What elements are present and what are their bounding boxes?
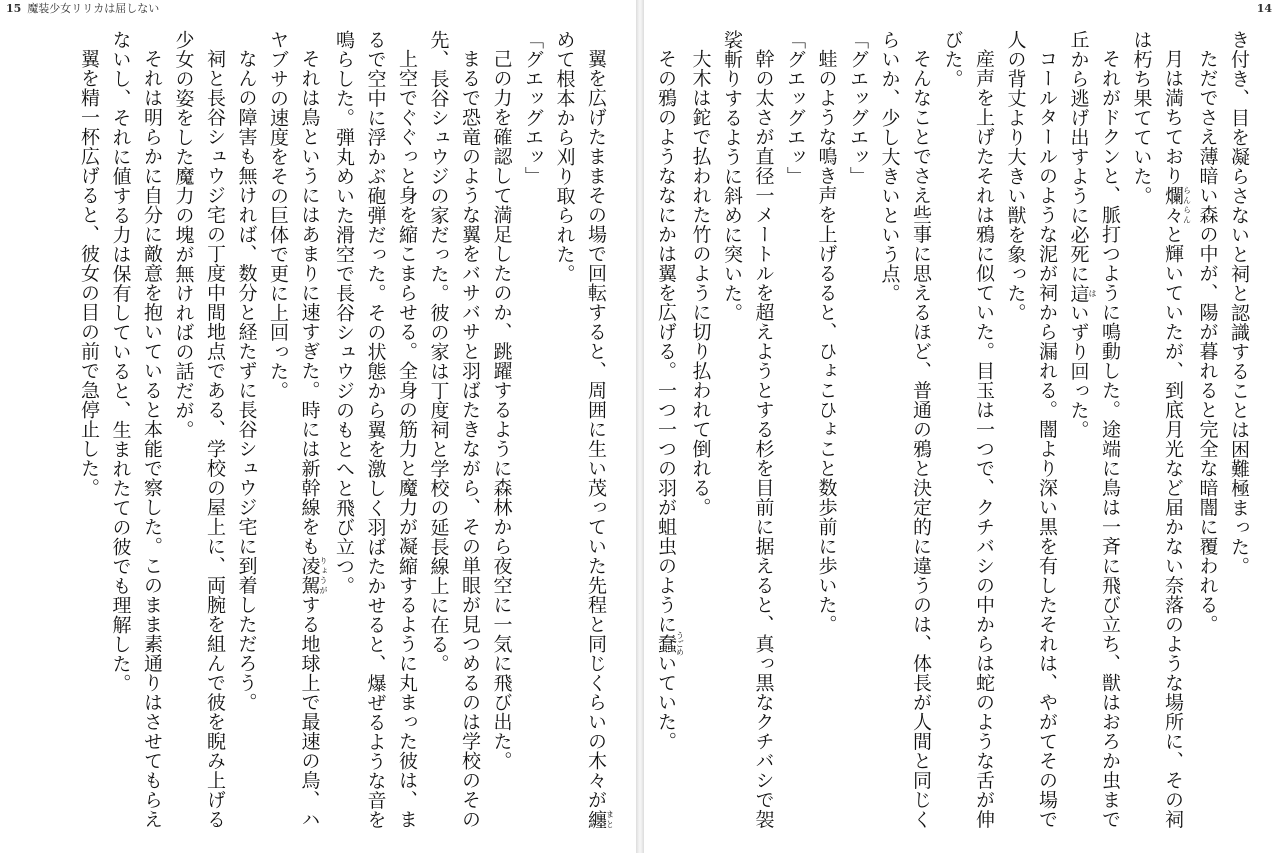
paragraph-text: コールタールのような泥が祠から漏れる。闇より深い黒を有したそれは、やがてその場で人の背丈より大きい獣を象った。: [1004, 30, 1058, 829]
ruby-reading: らんらん: [1182, 185, 1192, 225]
paragraph-text: そんなことでさえ些事に思えるほど、普通の鴉と決定的に違うのは、体長が人間と同じくらいか、少し大きいという点。: [878, 30, 932, 829]
ruby-annotation: [1162, 185, 1192, 225]
page-gutter: [636, 0, 644, 853]
paragraph: [999, 30, 1062, 845]
paragraph: [230, 30, 262, 845]
ruby-annotation: [655, 631, 685, 657]
paragraph: [684, 30, 716, 845]
ruby-reading: りょうが: [319, 556, 328, 595]
paragraph: [1223, 30, 1255, 845]
ruby-reading: まと: [605, 809, 614, 829]
paragraph: [167, 30, 230, 845]
paragraph-text: き付き、目を凝らさないと祠と認識することは困難極まった。: [1228, 30, 1250, 576]
right-page-body: [648, 30, 1254, 845]
paragraph-text: 蛙のような鳴き声を上げるると、ひょこひょこと数歩前に歩いた。: [815, 49, 838, 634]
paragraph-text: する地球上で最速の鳥、ハヤブサの速度をその巨体で更に上回った。: [267, 30, 321, 829]
paragraph-text: と輝いていたが、到底月光など届かない奈落のような場所に、その祠は朽ち果てていた。: [1130, 30, 1184, 829]
paragraph-text: 大木は鉈で払われた竹のように切り払われて倒れる。: [689, 49, 712, 517]
paragraph: [842, 30, 874, 845]
paragraph-text: 月は満ちており: [1162, 49, 1184, 186]
paragraph: [873, 30, 936, 845]
ruby-reading: うごめ: [675, 631, 685, 657]
ruby-base: 凌駕: [298, 556, 321, 595]
paragraph-text: 祠と長谷シュウジ宅の丁度中間地点である、学校の屋上に、両腕を組んで彼を睨み上げる少女の姿をした魔力の塊が無ければの話だが。: [172, 30, 226, 829]
paragraph-text: まるで恐竜のような翼をバサバサと羽ばたきながら、その単眼が見つめるのは学校のその先、長谷シュウジの家だった。彼の家は丁度祠と学校の延長線上に在る。: [427, 30, 481, 829]
ruby-reading: は: [1088, 283, 1097, 303]
left-page-body: [4, 30, 614, 845]
paragraph-text: めて根本から刈り取られた。: [553, 30, 576, 284]
paragraph: [548, 30, 614, 845]
paragraph-text: 翼を精一杯広げると、彼女の目の前で急停止した。: [78, 49, 100, 498]
paragraph-text: 産声を上げたそれは鴉に似ていた。目玉は一つで、クチバシの中からは蛇のような舌が伸びた。: [941, 30, 995, 829]
paragraph-text: いずり回った。: [1067, 303, 1090, 440]
paragraph: [650, 30, 685, 845]
paragraph: [517, 30, 549, 845]
ruby-annotation: [298, 556, 328, 595]
paragraph-text: 「グエッグエッ」: [784, 30, 806, 186]
right-page-number: 14: [1256, 2, 1272, 15]
paragraph-text: ただでさえ薄暗い森の中が、陽が暮れると完全な暗闇に覆われる。: [1196, 49, 1219, 634]
paragraph-text: それは鳥というにはあまりに速すぎた。時には新幹線をも: [298, 49, 321, 556]
left-page: [0, 0, 636, 853]
ruby-base: 蠢: [655, 631, 677, 657]
paragraph: [1062, 30, 1125, 845]
ruby-annotation: [585, 809, 614, 830]
ruby-base: 纏: [585, 809, 607, 829]
ruby-base: 爛々: [1162, 185, 1184, 225]
paragraph: [1191, 30, 1223, 845]
paragraph: [716, 30, 779, 845]
paragraph-text: いていた。: [655, 653, 677, 751]
paragraph: [422, 30, 485, 845]
paragraph: [104, 30, 167, 845]
paragraph: [1125, 30, 1191, 845]
left-page-number: 15: [6, 2, 22, 15]
ruby-annotation: [1067, 283, 1097, 304]
right-page: [644, 0, 1280, 853]
paragraph-text: 己の力を確認して満足したのか、跳躍するように森林から夜空に一気に飛び出た。: [490, 49, 513, 771]
paragraph: [779, 30, 811, 845]
paragraph: [262, 30, 328, 845]
paragraph: [485, 30, 517, 845]
paragraph-text: 幹の太さが直径一メートルを超えようとする杉を目前に据えると、真っ黒なクチバシで袈裟斬りするように斜めに突いた。: [721, 30, 775, 829]
paragraph-text: なんの障害も無ければ、数分と経たずに長谷シュウジ宅に到着しただろう。: [235, 49, 258, 712]
left-page-header: [6, 2, 159, 15]
paragraph-text: それがドクンと、脈打つように鳴動した。途端に鳥は一斉に飛び立ち、獣はおろか虫まで丘から逃げ出すように必死に: [1067, 30, 1121, 829]
paragraph: [936, 30, 999, 845]
paragraph-text: 翼を広げたままその場で回転すると、周囲に生い茂っていた先程と同じくらいの木々が: [585, 49, 607, 810]
paragraph-text: 「グエッグエッ」: [522, 30, 544, 186]
paragraph: [810, 30, 842, 845]
paragraph: [328, 30, 423, 845]
ruby-base: 這: [1067, 283, 1090, 303]
paragraph-text: 上空でぐぐっと身を縮こまらせる。全身の筋力と魔力が凝縮するように丸まった彼は、まるで空中に浮かぶ砲弾だった。その状態から翼を激しく羽ばたかせると、爆ぜるような音を鳴らした。弾丸めいた滑空で長谷シュウジのもとへと飛び立つ。: [333, 30, 418, 830]
paragraph-text: それは明らかに自分に敵意を抱いていると本能で察した。このまま素通りはさせてもらえないし、それに値する力は保有していると、生まれたての彼でも理解した。: [109, 30, 163, 829]
book-title: 魔装少女リリカは屈しない: [27, 2, 160, 15]
paragraph-text: 「グエッグエッ」: [847, 30, 869, 186]
paragraph-text: その鴉のようななにかは翼を広げる。一つ一つの羽が蛆虫のように: [655, 49, 677, 634]
paragraph: [73, 30, 105, 845]
